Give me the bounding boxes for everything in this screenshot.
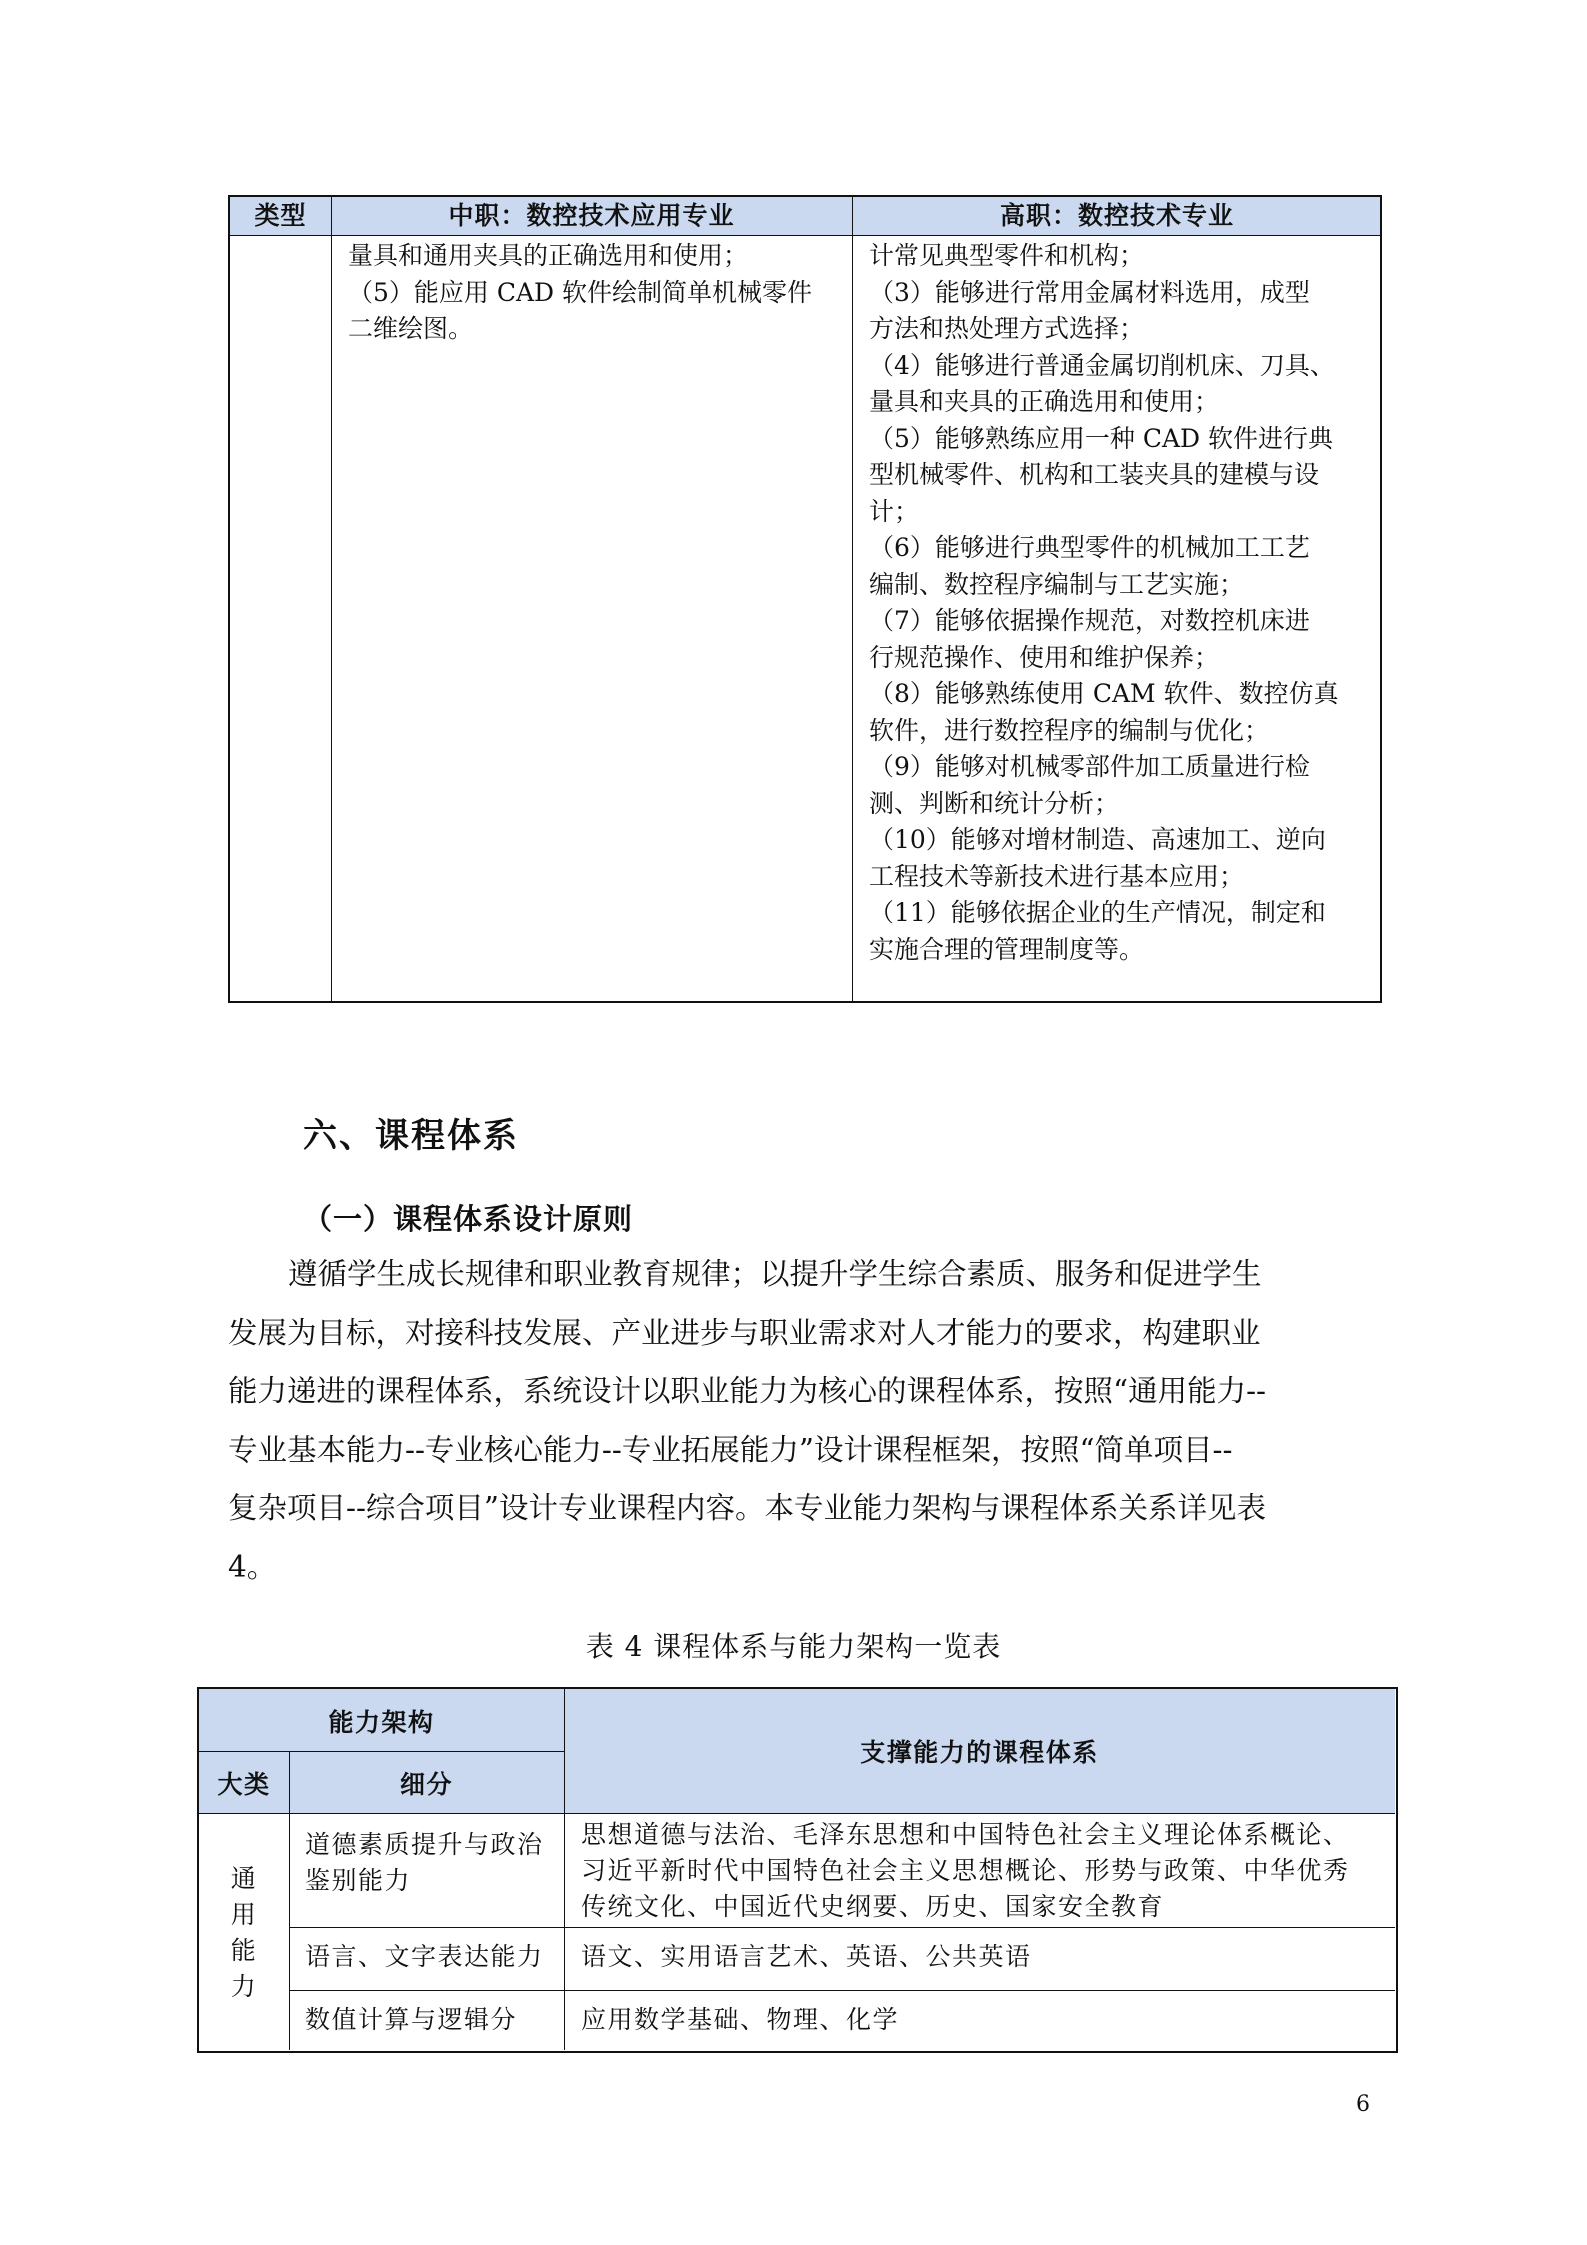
text-line: （9）能够对机械零部件加工质量进行检	[869, 752, 1310, 781]
text-line: 实施合理的管理制度等。	[869, 934, 1145, 964]
text-line: 工程技术等新技术进行基本应用；	[869, 861, 1245, 891]
category-char: 用	[230, 1900, 258, 1929]
curriculum-ability-table	[197, 1687, 1398, 2053]
course-line: 应用数学基础、物理、化学	[581, 2005, 900, 2034]
column-divider	[852, 197, 853, 1001]
header-subdivision: 细分	[399, 1770, 453, 1799]
text-line: （5）能应用 CAD 软件绘制简单机械零件	[348, 277, 813, 307]
header-ability-framework: 能力架构	[328, 1708, 435, 1737]
category-general-ability	[199, 1861, 289, 2005]
text-line: （8）能够熟练使用 CAM 软件、数控仿真	[869, 679, 1339, 708]
subsection-title: （一）课程体系设计原则	[303, 1202, 634, 1236]
paragraph-line: 发展为目标，对接科技发展、产业进步与职业需求对人才能力的要求，构建职业	[228, 1315, 1261, 1350]
course-line: 习近平新时代中国特色社会主义思想概论、形势与政策、中华优秀	[581, 1856, 1350, 1885]
text-line: （6）能够进行典型零件的机械加工工艺	[869, 533, 1310, 562]
category-char: 通	[230, 1864, 258, 1893]
design-principle-paragraph	[228, 1245, 1388, 1596]
paragraph-line: 遵循学生成长规律和职业教育规律；以提升学生综合素质、服务和促进学生	[288, 1257, 1262, 1291]
higher-requirements-cell	[869, 238, 1339, 968]
text-line: 编制、数控程序编制与工艺实施；	[869, 569, 1245, 599]
paragraph-line: 复杂项目--综合项目”设计专业课程内容。本专业能力架构与课程体系关系详见表	[228, 1491, 1267, 1525]
course-line: 传统文化、中国近代史纲要、历史、国家安全教育	[581, 1892, 1165, 1921]
row-language-sub	[305, 1939, 544, 1975]
row-numerical-courses	[581, 2002, 899, 2038]
page-number: 6	[1356, 2092, 1370, 2117]
row-divider	[199, 1813, 1395, 1814]
text-line: 方法和热处理方式选择；	[869, 314, 1145, 343]
text-line: 行规范操作、使用和维护保养；	[869, 642, 1220, 672]
header-type: 类型	[254, 201, 307, 230]
row-numerical-sub	[305, 2002, 517, 2038]
row-divider	[289, 1927, 1395, 1928]
paragraph-line: 4。	[228, 1549, 277, 1584]
header-secondary-vocational: 中职：数控技术应用专业	[448, 201, 735, 230]
course-line: 语文、实用语言艺术、英语、公共英语	[581, 1942, 1032, 1971]
sub-ability-line: 语言、文字表达能力	[305, 1942, 544, 1971]
header-higher-vocational: 高职：数控技术专业	[999, 201, 1234, 230]
text-line: 二维绘图。	[348, 314, 474, 343]
text-line: 量具和夹具的正确选用和使用；	[869, 387, 1220, 416]
competency-table-continued	[228, 195, 1382, 1003]
course-line: 思想道德与法治、毛泽东思想和中国特色社会主义理论体系概论、	[581, 1820, 1350, 1849]
table-caption: 表 4 课程体系与能力架构一览表	[585, 1630, 1002, 1663]
category-char: 力	[230, 1972, 258, 2001]
text-line: 量具和通用夹具的正确选用和使用；	[348, 241, 749, 270]
header-supporting-courses: 支撑能力的课程体系	[860, 1738, 1099, 1767]
row-divider	[289, 1990, 1395, 1991]
header-category: 大类	[217, 1770, 271, 1799]
text-line: 测、判断和统计分析；	[869, 788, 1120, 818]
category-char: 能	[230, 1936, 258, 1965]
text-line: （11）能够依据企业的生产情况，制定和	[869, 898, 1326, 927]
section-title: 六、课程体系	[303, 1116, 519, 1156]
paragraph-line: 专业基本能力--专业核心能力--专业拓展能力”设计课程框架，按照“简单项目--	[228, 1432, 1233, 1467]
row-divider	[199, 1751, 564, 1752]
secondary-requirements-cell	[348, 238, 812, 348]
text-line: 软件，进行数控程序的编制与优化；	[869, 715, 1270, 745]
sub-ability-line: 数值计算与逻辑分	[305, 2005, 518, 2034]
text-line: （10）能够对增材制造、高速加工、逆向	[869, 825, 1326, 854]
sub-ability-line: 鉴别能力	[305, 1866, 412, 1895]
text-line: （4）能够进行普通金属切削机床、刀具、	[869, 350, 1335, 380]
text-line: 计常见典型零件和机构；	[869, 241, 1145, 270]
row-moral-political-sub	[305, 1827, 544, 1899]
column-divider	[331, 197, 332, 1001]
row-language-courses	[581, 1939, 1032, 1975]
sub-ability-line: 道德素质提升与政治	[305, 1830, 544, 1859]
paragraph-line: 能力递进的课程体系，系统设计以职业能力为核心的课程体系，按照“通用能力--	[228, 1374, 1267, 1408]
row-moral-political-courses	[581, 1817, 1350, 1925]
text-line: 型机械零件、机构和工装夹具的建模与设	[869, 460, 1320, 489]
text-line: （5）能够熟练应用一种 CAD 软件进行典	[869, 423, 1334, 453]
text-line: （7）能够依据操作规范，对数控机床进	[869, 606, 1310, 635]
text-line: （3）能够进行常用金属材料选用，成型	[869, 277, 1310, 307]
text-line: 计；	[869, 496, 920, 526]
